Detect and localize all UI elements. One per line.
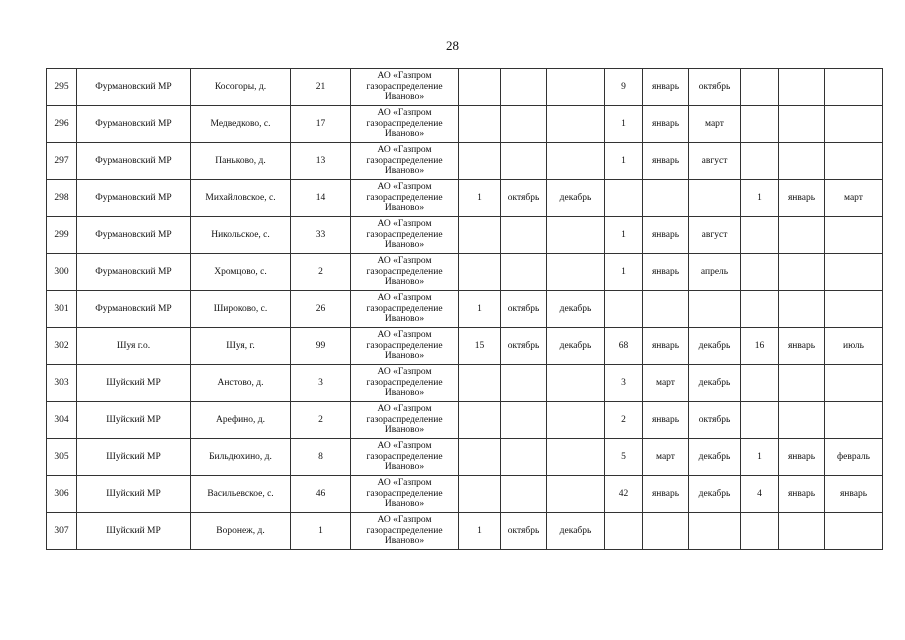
organization-cell: АО «Газпром газораспределение Иваново» (351, 217, 459, 254)
stage3-end-cell: июль (825, 328, 883, 365)
count-cell: 2 (291, 254, 351, 291)
table-row (47, 254, 883, 291)
count-cell: 2 (291, 402, 351, 439)
stage1-start-cell: октябрь (501, 291, 547, 328)
stage1-end-cell (547, 106, 605, 143)
settlement-cell: Арефино, д. (191, 402, 291, 439)
stage3-count-cell: 1 (741, 180, 779, 217)
stage1-count-cell (459, 217, 501, 254)
stage2-count-cell (605, 513, 643, 550)
stage3-end-cell (825, 402, 883, 439)
stage3-end-cell (825, 217, 883, 254)
table-body (47, 69, 883, 550)
count-cell: 17 (291, 106, 351, 143)
stage3-start-cell (779, 402, 825, 439)
stage2-count-cell: 1 (605, 254, 643, 291)
stage2-end-cell: декабрь (689, 439, 741, 476)
stage1-start-cell: октябрь (501, 513, 547, 550)
stage3-count-cell (741, 402, 779, 439)
stage1-end-cell (547, 143, 605, 180)
stage2-end-cell: декабрь (689, 476, 741, 513)
stage2-start-cell: январь (643, 69, 689, 106)
district-cell: Шуйский МР (77, 439, 191, 476)
stage3-start-cell: январь (779, 476, 825, 513)
stage3-end-cell: февраль (825, 439, 883, 476)
count-cell: 8 (291, 439, 351, 476)
row-number: 295 (47, 69, 77, 106)
stage2-count-cell: 2 (605, 402, 643, 439)
stage1-end-cell: декабрь (547, 291, 605, 328)
row-number: 302 (47, 328, 77, 365)
stage3-count-cell: 1 (741, 439, 779, 476)
stage1-end-cell: декабрь (547, 513, 605, 550)
stage1-start-cell: октябрь (501, 180, 547, 217)
table-row (47, 439, 883, 476)
stage2-count-cell (605, 291, 643, 328)
stage1-end-cell (547, 365, 605, 402)
row-number: 307 (47, 513, 77, 550)
page-number: 28 (446, 38, 459, 53)
stage2-start-cell: январь (643, 143, 689, 180)
stage2-count-cell: 42 (605, 476, 643, 513)
row-number: 304 (47, 402, 77, 439)
district-cell: Фурмановский МР (77, 291, 191, 328)
stage3-count-cell: 4 (741, 476, 779, 513)
stage1-end-cell (547, 476, 605, 513)
stage2-start-cell: январь (643, 254, 689, 291)
count-cell: 13 (291, 143, 351, 180)
settlement-cell: Анстово, д. (191, 365, 291, 402)
count-cell: 3 (291, 365, 351, 402)
count-cell: 21 (291, 69, 351, 106)
stage3-end-cell (825, 69, 883, 106)
stage2-count-cell: 9 (605, 69, 643, 106)
count-cell: 99 (291, 328, 351, 365)
stage2-start-cell: март (643, 439, 689, 476)
count-cell: 33 (291, 217, 351, 254)
district-cell: Шуйский МР (77, 513, 191, 550)
stage3-start-cell: январь (779, 180, 825, 217)
stage1-count-cell (459, 106, 501, 143)
stage3-start-cell (779, 69, 825, 106)
stage2-start-cell: январь (643, 476, 689, 513)
table-row (47, 180, 883, 217)
table-row (47, 217, 883, 254)
table-row (47, 365, 883, 402)
organization-cell: АО «Газпром газораспределение Иваново» (351, 254, 459, 291)
table-row (47, 402, 883, 439)
table-row (47, 476, 883, 513)
row-number: 296 (47, 106, 77, 143)
settlement-cell: Шуя, г. (191, 328, 291, 365)
count-cell: 46 (291, 476, 351, 513)
settlement-cell: Медведково, с. (191, 106, 291, 143)
organization-cell: АО «Газпром газораспределение Иваново» (351, 328, 459, 365)
stage3-end-cell (825, 254, 883, 291)
count-cell: 1 (291, 513, 351, 550)
count-cell: 26 (291, 291, 351, 328)
settlement-cell: Косогоры, д. (191, 69, 291, 106)
table-row (47, 106, 883, 143)
stage2-end-cell: декабрь (689, 365, 741, 402)
row-number: 306 (47, 476, 77, 513)
stage1-count-cell: 1 (459, 513, 501, 550)
settlement-cell: Никольское, с. (191, 217, 291, 254)
settlement-cell: Хромцово, с. (191, 254, 291, 291)
stage2-start-cell: январь (643, 402, 689, 439)
stage1-count-cell (459, 254, 501, 291)
stage1-count-cell (459, 402, 501, 439)
stage3-count-cell (741, 143, 779, 180)
district-cell: Шуя г.о. (77, 328, 191, 365)
row-number: 301 (47, 291, 77, 328)
organization-cell: АО «Газпром газораспределение Иваново» (351, 180, 459, 217)
stage2-end-cell: август (689, 143, 741, 180)
stage2-start-cell: январь (643, 328, 689, 365)
district-cell: Шуйский МР (77, 476, 191, 513)
stage2-start-cell: январь (643, 106, 689, 143)
district-cell: Фурмановский МР (77, 180, 191, 217)
stage2-end-cell: октябрь (689, 69, 741, 106)
settlement-cell: Михайловское, с. (191, 180, 291, 217)
organization-cell: АО «Газпром газораспределение Иваново» (351, 291, 459, 328)
stage2-count-cell (605, 180, 643, 217)
stage3-end-cell (825, 291, 883, 328)
district-cell: Шуйский МР (77, 402, 191, 439)
stage1-count-cell (459, 69, 501, 106)
stage3-end-cell (825, 365, 883, 402)
stage2-count-cell: 68 (605, 328, 643, 365)
stage3-start-cell: январь (779, 328, 825, 365)
row-number: 300 (47, 254, 77, 291)
stage1-count-cell: 15 (459, 328, 501, 365)
stage2-start-cell: март (643, 365, 689, 402)
stage1-count-cell: 1 (459, 291, 501, 328)
organization-cell: АО «Газпром газораспределение Иваново» (351, 106, 459, 143)
table-row (47, 513, 883, 550)
stage3-end-cell: январь (825, 476, 883, 513)
stage1-count-cell: 1 (459, 180, 501, 217)
organization-cell: АО «Газпром газораспределение Иваново» (351, 402, 459, 439)
stage1-start-cell (501, 217, 547, 254)
stage1-start-cell (501, 69, 547, 106)
stage1-start-cell (501, 476, 547, 513)
row-number: 298 (47, 180, 77, 217)
stage2-start-cell (643, 180, 689, 217)
stage3-start-cell (779, 513, 825, 550)
stage1-start-cell (501, 365, 547, 402)
stage2-start-cell (643, 513, 689, 550)
settlement-cell: Паньково, д. (191, 143, 291, 180)
stage2-end-cell: апрель (689, 254, 741, 291)
stage3-count-cell (741, 69, 779, 106)
stage2-count-cell: 3 (605, 365, 643, 402)
stage2-start-cell: январь (643, 217, 689, 254)
gasification-table (46, 68, 883, 550)
settlement-cell: Бильдюхино, д. (191, 439, 291, 476)
stage1-end-cell (547, 69, 605, 106)
table-row (47, 69, 883, 106)
organization-cell: АО «Газпром газораспределение Иваново» (351, 365, 459, 402)
table-row (47, 291, 883, 328)
stage2-count-cell: 1 (605, 143, 643, 180)
organization-cell: АО «Газпром газораспределение Иваново» (351, 513, 459, 550)
district-cell: Фурмановский МР (77, 143, 191, 180)
stage1-start-cell: октябрь (501, 328, 547, 365)
district-cell: Фурмановский МР (77, 106, 191, 143)
stage3-start-cell (779, 217, 825, 254)
district-cell: Фурмановский МР (77, 254, 191, 291)
stage1-start-cell (501, 254, 547, 291)
stage1-count-cell (459, 439, 501, 476)
stage3-count-cell: 16 (741, 328, 779, 365)
stage1-end-cell (547, 402, 605, 439)
stage3-start-cell (779, 291, 825, 328)
stage3-start-cell (779, 365, 825, 402)
stage2-count-cell: 1 (605, 217, 643, 254)
stage3-count-cell (741, 106, 779, 143)
stage1-count-cell (459, 476, 501, 513)
stage2-start-cell (643, 291, 689, 328)
stage3-end-cell: март (825, 180, 883, 217)
stage2-end-cell (689, 291, 741, 328)
row-number: 303 (47, 365, 77, 402)
stage3-count-cell (741, 365, 779, 402)
row-number: 305 (47, 439, 77, 476)
organization-cell: АО «Газпром газораспределение Иваново» (351, 69, 459, 106)
stage2-end-cell: март (689, 106, 741, 143)
stage1-end-cell: декабрь (547, 328, 605, 365)
stage2-end-cell: август (689, 217, 741, 254)
stage3-start-cell (779, 143, 825, 180)
district-cell: Фурмановский МР (77, 69, 191, 106)
row-number: 297 (47, 143, 77, 180)
stage1-end-cell: декабрь (547, 180, 605, 217)
stage3-start-cell (779, 106, 825, 143)
stage2-end-cell (689, 180, 741, 217)
district-cell: Шуйский МР (77, 365, 191, 402)
stage1-count-cell (459, 143, 501, 180)
stage1-end-cell (547, 254, 605, 291)
stage1-start-cell (501, 143, 547, 180)
stage1-start-cell (501, 402, 547, 439)
stage2-count-cell: 5 (605, 439, 643, 476)
stage1-start-cell (501, 439, 547, 476)
stage2-count-cell: 1 (605, 106, 643, 143)
stage3-count-cell (741, 513, 779, 550)
organization-cell: АО «Газпром газораспределение Иваново» (351, 476, 459, 513)
settlement-cell: Воронеж, д. (191, 513, 291, 550)
stage3-end-cell (825, 513, 883, 550)
stage3-end-cell (825, 143, 883, 180)
stage1-start-cell (501, 106, 547, 143)
organization-cell: АО «Газпром газораспределение Иваново» (351, 439, 459, 476)
stage3-start-cell (779, 254, 825, 291)
stage3-start-cell: январь (779, 439, 825, 476)
stage3-count-cell (741, 217, 779, 254)
row-number: 299 (47, 217, 77, 254)
settlement-cell: Широково, с. (191, 291, 291, 328)
stage2-end-cell: декабрь (689, 328, 741, 365)
settlement-cell: Васильевское, с. (191, 476, 291, 513)
district-cell: Фурмановский МР (77, 217, 191, 254)
stage1-end-cell (547, 439, 605, 476)
count-cell: 14 (291, 180, 351, 217)
stage1-end-cell (547, 217, 605, 254)
table-row (47, 328, 883, 365)
stage1-count-cell (459, 365, 501, 402)
organization-cell: АО «Газпром газораспределение Иваново» (351, 143, 459, 180)
stage3-end-cell (825, 106, 883, 143)
stage2-end-cell (689, 513, 741, 550)
stage2-end-cell: октябрь (689, 402, 741, 439)
stage3-count-cell (741, 254, 779, 291)
table-row (47, 143, 883, 180)
stage3-count-cell (741, 291, 779, 328)
